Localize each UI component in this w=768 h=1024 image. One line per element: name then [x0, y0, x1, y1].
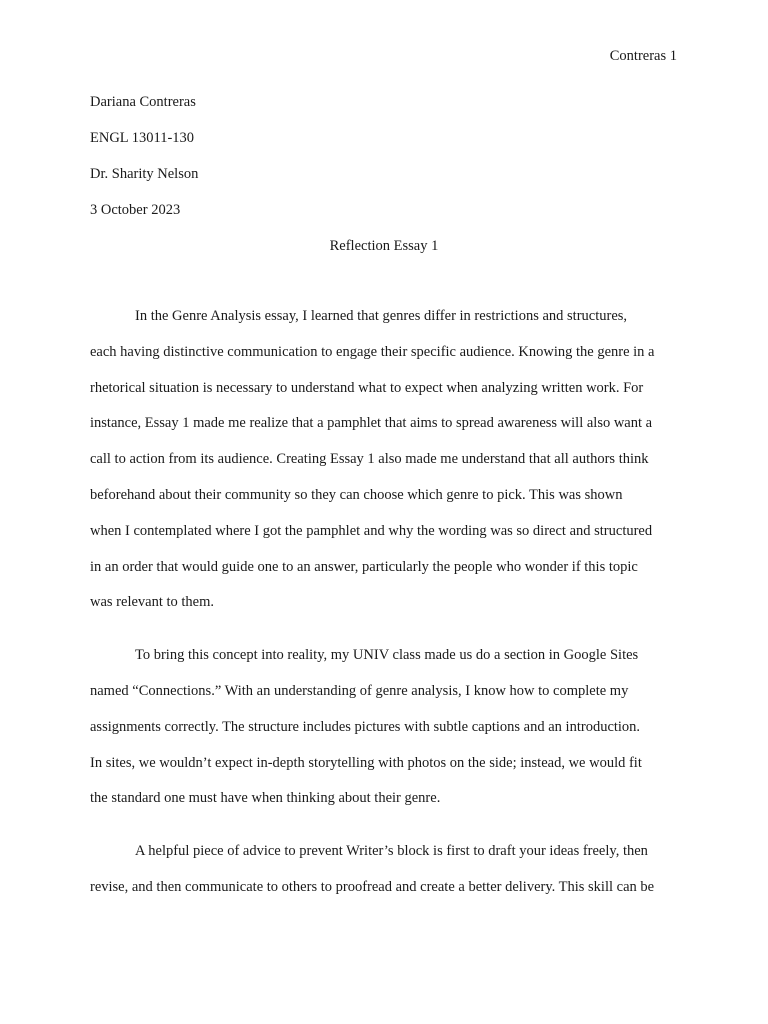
essay-title: Reflection Essay 1	[329, 238, 439, 254]
mla-heading	[90, 92, 680, 236]
paragraph-2	[90, 643, 680, 822]
paragraph-line: revise, and then communicate to others to proofread and create a better delivery. This skill can be	[90, 878, 655, 895]
paragraph-line: call to action from its audience. Creating Essay 1 also made me understand that all authors think	[90, 451, 649, 468]
paragraph-line: beforehand about their community so they can choose which genre to pick. This was shown	[90, 486, 623, 503]
essay-body	[90, 304, 680, 928]
student-name: Dariana Contreras	[90, 94, 196, 110]
paragraph-line: rhetorical situation is necessary to understand what to expect when analyzing written work. For	[90, 379, 644, 396]
paragraph-line: instance, Essay 1 made me realize that a pamphlet that aims to spread awareness will also want a	[90, 415, 653, 432]
paragraph-3	[90, 839, 680, 911]
paragraph-line: In sites, we wouldn’t expect in-depth storytelling with photos on the side; instead, we would fit	[90, 754, 642, 771]
paragraph-line: A helpful piece of advice to prevent Writer’s block is first to draft your ideas freely, then	[135, 843, 648, 860]
paragraph-line: in an order that would guide one to an answer, particularly the people who wonder if this topic	[90, 558, 638, 575]
paragraph-line: when I contemplated where I got the pamphlet and why the wording was so direct and structured	[90, 522, 653, 539]
paragraph-line: In the Genre Analysis essay, I learned that genres differ in restrictions and structures,	[135, 308, 628, 324]
paragraph-1	[90, 304, 680, 626]
paragraph-line: the standard one must have when thinking about their genre.	[90, 790, 441, 807]
running-header: Contreras 1	[609, 48, 677, 64]
instructor-name: Dr. Sharity Nelson	[90, 166, 199, 182]
paragraph-line: named “Connections.” With an understanding of genre analysis, I know how to complete my	[90, 682, 629, 699]
essay-date: 3 October 2023	[90, 202, 181, 218]
paragraph-line: To bring this concept into reality, my UNIV class made us do a section in Google Sites	[135, 647, 639, 664]
paragraph-line: each having distinctive communication to engage their specific audience. Knowing the genre in a	[90, 343, 655, 360]
paragraph-line: was relevant to them.	[90, 594, 215, 611]
course-code: ENGL 13011-130	[90, 130, 195, 146]
paragraph-line: assignments correctly. The structure includes pictures with subtle captions and an introduction.	[90, 718, 641, 735]
